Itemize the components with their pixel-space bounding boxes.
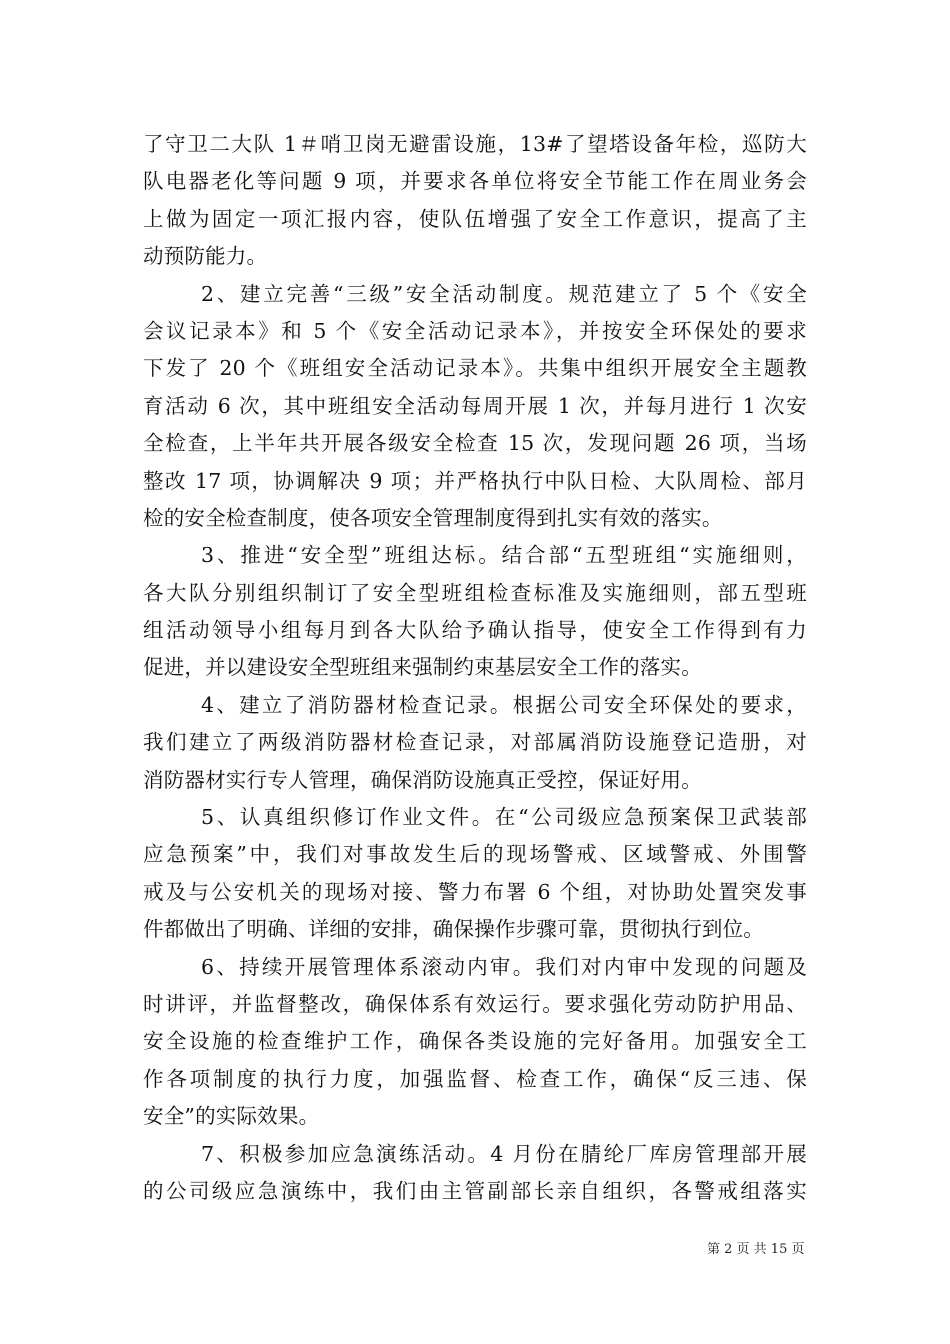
text-line: 动预防能力。 bbox=[143, 244, 268, 269]
text-line: 会议记录本》和 5 个《安全活动记录本》，并按安全环保处的要求 bbox=[143, 318, 807, 343]
text-line: 消防器材实行专人管理，确保消防设施真正受控，保证好用。 bbox=[143, 767, 702, 792]
text-line: 我们建立了两级消防器材检查记录，对部属消防设施登记造册，对 bbox=[143, 730, 807, 755]
text-line: 育活动 6 次，其中班组安全活动每周开展 1 次，并每月进行 1 次安 bbox=[143, 393, 807, 418]
text-line: 6、持续开展管理体系滚动内审。我们对内审中发现的问题及 bbox=[201, 954, 807, 979]
text-line: 3、推进“安全型”班组达标。结合部“五型班组“实施细则， bbox=[201, 543, 807, 568]
text-line: 5、认真组织修订作业文件。在“公司级应急预案保卫武装部 bbox=[201, 805, 807, 830]
page-number-footer: 第 2 页 共 15 页 bbox=[707, 1242, 805, 1257]
text-line: 各大队分别组织制订了安全型班组检查标准及实施细则，部五型班 bbox=[143, 580, 807, 605]
text-line: 了守卫二大队 1＃哨卫岗无避雷设施，13#了望塔设备年检，巡防大 bbox=[143, 132, 807, 156]
text-line: 组活动领导小组每月到各大队给予确认指导，使安全工作得到有力 bbox=[143, 618, 807, 643]
text-line: 安全”的实际效果。 bbox=[143, 1104, 320, 1129]
text-line: 促进，并以建设安全型班组来强制约束基层安全工作的落实。 bbox=[143, 655, 702, 680]
text-line: 安全设施的检查维护工作，确保各类设施的完好备用。加强安全工 bbox=[143, 1029, 807, 1054]
text-line: 全检查，上半年共开展各级安全检查 15 次，发现问题 26 项，当场 bbox=[143, 431, 807, 456]
text-line: 上做为固定一项汇报内容，使队伍增强了安全工作意识，提高了主 bbox=[143, 206, 807, 231]
document-body bbox=[143, 126, 807, 1210]
text-line: 应急预案”中，我们对事故发生后的现场警戒、区域警戒、外围警 bbox=[143, 842, 807, 867]
text-line: 作各项制度的执行力度，加强监督、检查工作，确保“反三违、保 bbox=[143, 1066, 807, 1091]
text-line: 检的安全检查制度，使各项安全管理制度得到扎实有效的落实。 bbox=[143, 505, 723, 530]
text-line: 队电器老化等问题 9 项，并要求各单位将安全节能工作在周业务会 bbox=[143, 169, 807, 194]
text-line: 整改 17 项，协调解决 9 项；并严格执行中队日检、大队周检、部月 bbox=[143, 468, 807, 493]
text-line: 2、建立完善“三级”安全活动制度。规范建立了 5 个《安全 bbox=[201, 281, 807, 306]
text-line: 4、建立了消防器材检查记录。根据公司安全环保处的要求， bbox=[201, 692, 807, 717]
text-line: 戒及与公安机关的现场对接、警力布署 6 个组，对协助处置突发事 bbox=[143, 879, 807, 904]
text-line: 时讲评，并监督整改，确保体系有效运行。要求强化劳动防护用品、 bbox=[143, 991, 807, 1016]
text-line: 7、积极参加应急演练活动。4 月份在腈纶厂库房管理部开展 bbox=[201, 1141, 807, 1166]
text-line: 的公司级应急演练中，我们由主管副部长亲自组织，各警戒组落实 bbox=[143, 1178, 807, 1203]
text-line: 件都做出了明确、详细的安排，确保操作步骤可靠，贯彻执行到位。 bbox=[143, 917, 764, 942]
text-line: 下发了 20 个《班组安全活动记录本》。共集中组织开展安全主题教 bbox=[143, 356, 807, 381]
